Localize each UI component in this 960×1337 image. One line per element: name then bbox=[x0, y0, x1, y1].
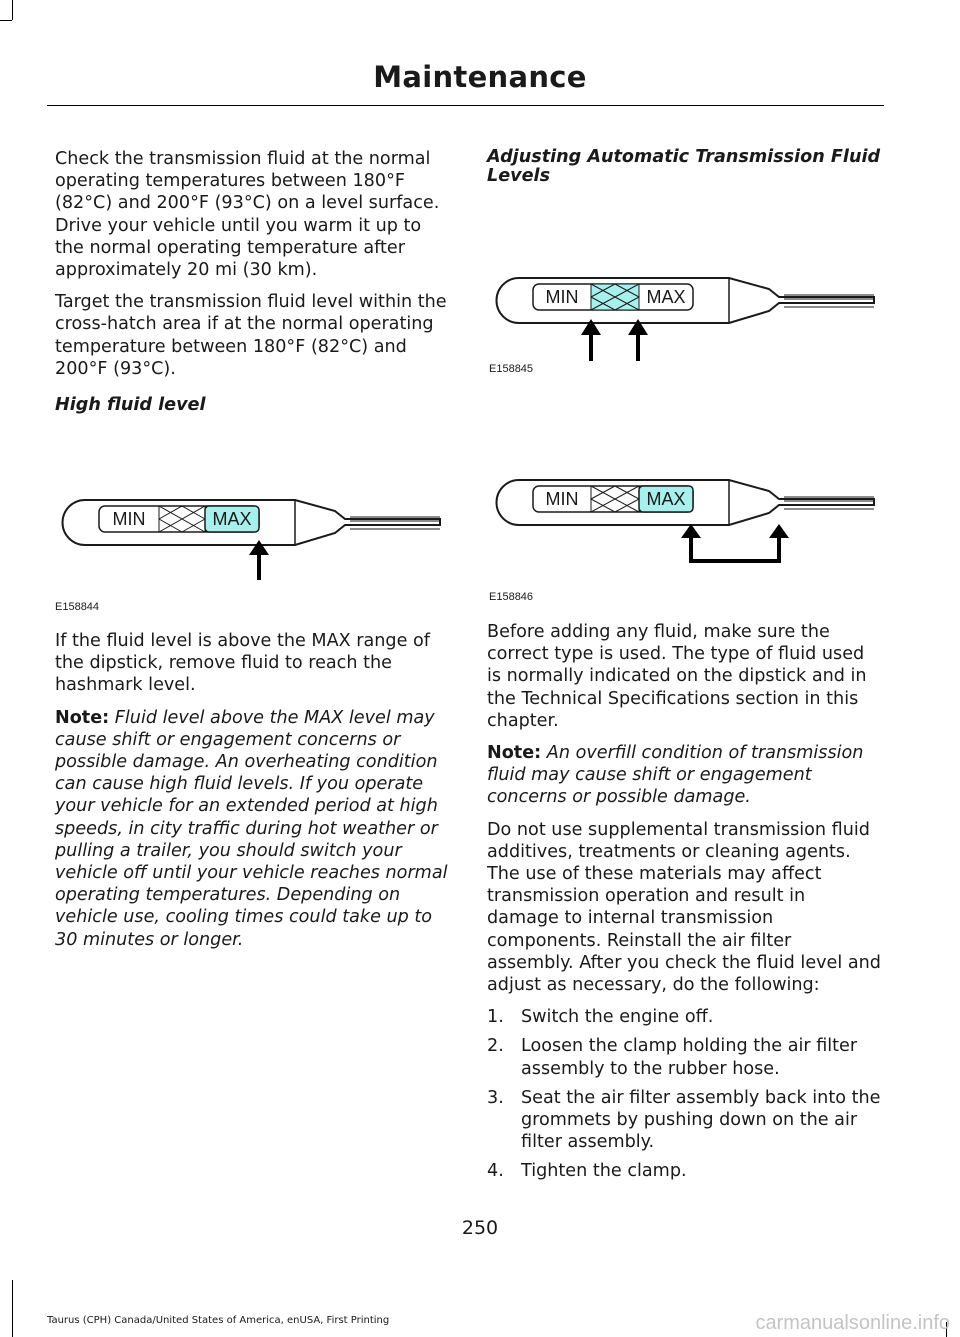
crop-mark bbox=[12, 1280, 13, 1337]
figure-code: E158845 bbox=[489, 363, 534, 375]
figure-adjust-level bbox=[489, 273, 884, 388]
max-label: MAX bbox=[646, 489, 686, 509]
figure-code: E158846 bbox=[489, 591, 534, 603]
step-number: 2. bbox=[487, 1036, 504, 1057]
figure-high-fluid bbox=[55, 495, 450, 620]
step-number: 3. bbox=[487, 1087, 504, 1108]
list-item bbox=[487, 1006, 882, 1028]
level-arrow-icon bbox=[681, 524, 701, 559]
high-fluid-heading: High fluid level bbox=[55, 395, 206, 416]
target-paragraph: Target the transmission fluid level within the cross-hatch area if at the normal operating temperature between 180°F (82°C) and 200°F (93°C). bbox=[55, 292, 447, 379]
dipstick-diagram bbox=[489, 273, 884, 388]
step-number: 1. bbox=[487, 1007, 504, 1028]
left-column bbox=[55, 148, 455, 426]
page-number: 250 bbox=[461, 1217, 499, 1239]
crop-mark bbox=[12, 0, 13, 20]
left-column-lower bbox=[55, 630, 455, 961]
right-column bbox=[487, 148, 882, 196]
note-text: Fluid level above the MAX level may cause shift or engagement concerns or possible damage. An overheating condition can cause high fluid levels. If you operate your vehicle for an extended period at high speeds, in city traffic during hot weather or pulling a trailer, you should switch your vehicle off until your vehicle reaches normal operating temperatures. Depending on vehicle use, cooling times could take up to 30 minutes or longer. bbox=[55, 707, 448, 950]
min-label: MIN bbox=[545, 287, 579, 307]
max-label: MAX bbox=[212, 509, 252, 529]
remove-fluid-paragraph: If the fluid level is above the MAX range of the dipstick, remove fluid to reach the hashmark level. bbox=[55, 631, 430, 696]
figure-code: E158844 bbox=[55, 601, 100, 613]
list-item bbox=[487, 1087, 882, 1154]
note-text: An overfill condition of transmission fluid may cause shift or engagement concerns or possible damage. bbox=[487, 743, 864, 808]
step-text: Switch the engine off. bbox=[521, 1007, 714, 1028]
watermark[interactable]: carmanualsonline.info bbox=[755, 1312, 950, 1334]
max-label: MAX bbox=[646, 287, 686, 307]
list-item bbox=[487, 1035, 882, 1079]
adjusting-heading: Adjusting Automatic Transmission Fluid Levels bbox=[487, 147, 881, 186]
min-label: MIN bbox=[112, 509, 146, 529]
step-text: Loosen the clamp holding the air filter assembly to the rubber hose. bbox=[521, 1036, 858, 1079]
page-title: Maintenance bbox=[373, 60, 587, 94]
step-number: 4. bbox=[487, 1161, 504, 1182]
level-arrow-icon bbox=[581, 319, 601, 361]
step-text: Tighten the clamp. bbox=[521, 1161, 687, 1182]
figure-range bbox=[489, 475, 884, 605]
additives-paragraph: Do not use supplemental transmission fluid additives, treatments or cleaning agents. The use of these materials may affect transmission operation and result in damage to internal transmission components. Reinstall the air filter assembly. After you check the fluid level and adjust as necessary, do the following: bbox=[487, 819, 881, 996]
dipstick-diagram bbox=[489, 475, 884, 605]
high-fluid-note bbox=[55, 707, 455, 951]
step-text: Seat the air filter assembly back into the grommets by pushing down on the air filter assembly. bbox=[521, 1087, 881, 1153]
crop-mark bbox=[0, 20, 12, 21]
min-label: MIN bbox=[545, 489, 579, 509]
overfill-note bbox=[487, 742, 882, 809]
fluid-type-paragraph: Before adding any fluid, make sure the correct type is used. The type of fluid used is normally indicated on the dipstick and in the Technical Specifications section in this chapter. bbox=[487, 622, 867, 731]
header-divider bbox=[47, 105, 884, 106]
right-column-lower bbox=[487, 621, 882, 1190]
intro-paragraph: Check the transmission fluid at the normal operating temperatures between 180°F (82°C) and 200°F (93°C) on a level surface. Drive your vehicle until you warm it up to the normal operating temperature after approximately 20 mi (30 km). bbox=[55, 149, 440, 281]
range-bracket bbox=[689, 559, 781, 563]
edition-footer: Taurus (CPH) Canada/United States of America, enUSA, First Printing bbox=[47, 1315, 390, 1326]
dipstick-diagram bbox=[55, 495, 450, 620]
note-label: Note: bbox=[487, 743, 542, 764]
level-arrow-icon bbox=[769, 524, 789, 559]
list-item bbox=[487, 1160, 882, 1182]
note-label: Note: bbox=[55, 707, 110, 728]
level-arrow-icon bbox=[628, 319, 648, 361]
